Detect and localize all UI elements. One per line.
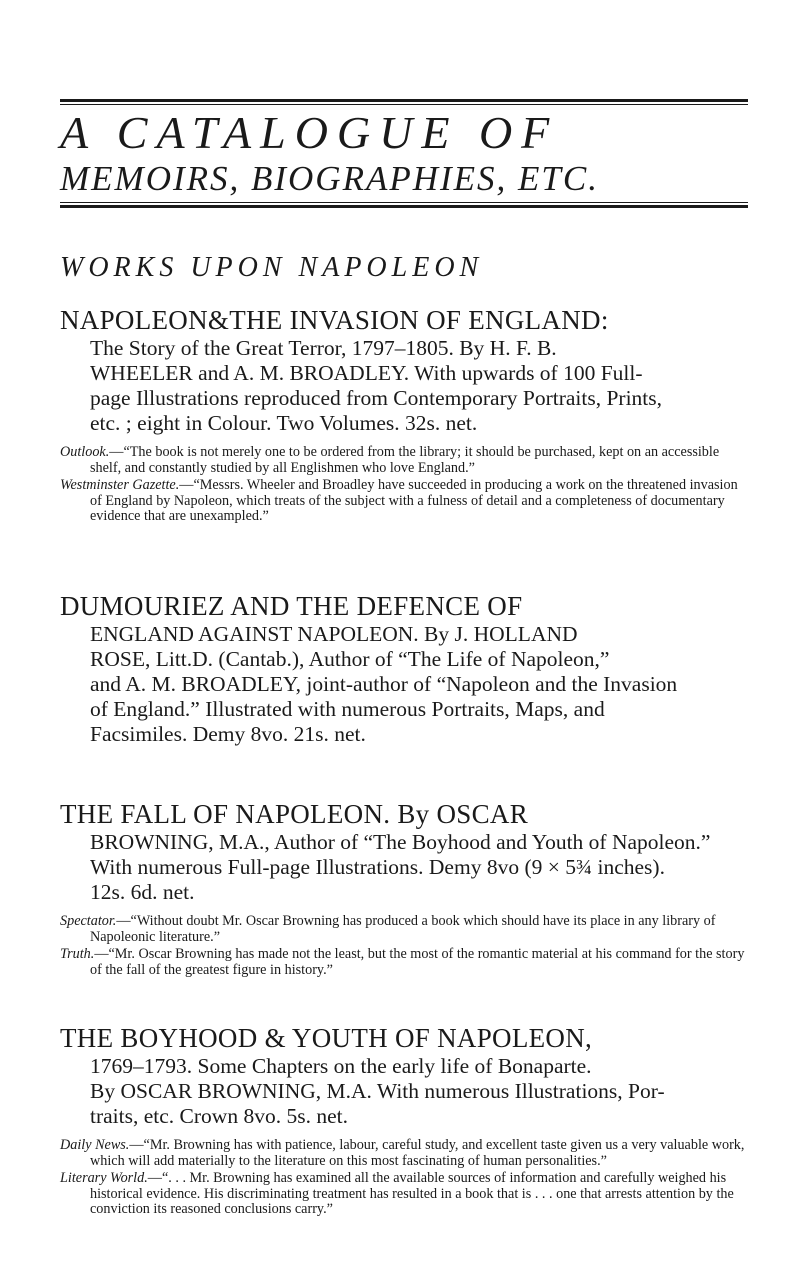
desc-line: ENGLAND AGAINST NAPOLEON. By J. HOLLAND <box>90 622 578 646</box>
entry-title: DUMOURIEZ AND THE DEFENCE OF <box>60 591 523 621</box>
top-rule-thin <box>60 104 748 105</box>
desc-line: The Story of the Great Terror, 1797–1805. By H. F. B. <box>90 336 557 360</box>
review-source: Outlook. <box>60 444 110 460</box>
entry-description <box>90 336 748 436</box>
review <box>60 444 748 476</box>
review <box>60 1137 748 1169</box>
catalogue-entry <box>60 591 748 747</box>
entry-title: THE FALL OF NAPOLEON. By OSCAR <box>60 799 529 829</box>
entry-title: THE BOYHOOD & YOUTH OF NAPOLEON, <box>60 1023 593 1053</box>
review <box>60 946 748 978</box>
desc-line: 1769–1793. Some Chapters on the early life of Bonaparte. <box>90 1054 592 1078</box>
desc-line: page Illustrations reproduced from Contemporary Portraits, Prints, <box>90 386 663 410</box>
review <box>60 1170 748 1218</box>
desc-line: Facsimiles. Demy 8vo. 21s. net. <box>90 722 366 746</box>
review-source: Truth. <box>60 946 95 962</box>
bottom-rule-thin <box>60 202 748 203</box>
top-rule-thick <box>60 99 748 102</box>
review <box>60 477 748 525</box>
review-text: —“Without doubt Mr. Oscar Browning has produced a book which should have its place in any library of Napoleonic literature.” <box>90 913 716 945</box>
bottom-rule-thick <box>60 205 748 208</box>
entry-description <box>90 622 748 747</box>
desc-line: etc. ; eight in Colour. Two Volumes. 32s. net. <box>90 411 478 435</box>
section-heading: WORKS UPON NAPOLEON <box>60 252 484 283</box>
entry-description <box>90 830 748 905</box>
page-title-line1: A CATALOGUE OF <box>60 107 559 158</box>
page-title-line2: MEMOIRS, BIOGRAPHIES, ETC. <box>60 159 599 198</box>
review-text: —“Messrs. Wheeler and Broadley have succeeded in producing a work on the threatened invasion of England by Napoleon, which treats of the subject with a fulness of detail and a completeness of documentary evidence that are unexampled.” <box>90 477 738 524</box>
desc-line: BROWNING, M.A., Author of “The Boyhood and Youth of Napoleon.” <box>90 830 711 854</box>
catalogue-entry <box>60 1023 748 1218</box>
review <box>60 913 748 945</box>
desc-line: WHEELER and A. M. BROADLEY. With upwards of 100 Full- <box>90 361 643 385</box>
review-text: —“. . . Mr. Browning has examined all the available sources of information and carefully weighed his historical evidence. His discriminating treatment has resulted in a book that is . . . one that arrests attention by the conviction its reasoned conclusions carry.” <box>90 1170 734 1217</box>
review-source: Westminster Gazette. <box>60 477 180 493</box>
review-text: —“The book is not merely one to be ordered from the library; it should be purchased, kept on an accessible shelf, and constantly studied by all Englishmen who love England.” <box>90 444 720 476</box>
desc-line: With numerous Full-page Illustrations. Demy 8vo (9 × 5¾ inches). <box>90 855 665 879</box>
review-source: Daily News. <box>60 1137 130 1153</box>
catalogue-entry <box>60 799 748 978</box>
desc-line: and A. M. BROADLEY, joint-author of “Napoleon and the Invasion <box>90 672 678 696</box>
entry-title: NAPOLEON&THE INVASION OF ENGLAND: <box>60 305 609 335</box>
entry-description <box>90 1054 748 1129</box>
desc-line: 12s. 6d. net. <box>90 880 195 904</box>
review-text: —“Mr. Oscar Browning has made not the least, but the most of the romantic material at his command for the story of the fall of the greatest figure in history.” <box>90 946 745 978</box>
review-text: —“Mr. Browning has with patience, labour, careful study, and excellent taste given us a very valuable work, which will add materially to the literature on this most fascinating of human personalities.” <box>90 1137 745 1169</box>
review-source: Spectator. <box>60 913 117 929</box>
desc-line: traits, etc. Crown 8vo. 5s. net. <box>90 1104 348 1128</box>
desc-line: By OSCAR BROWNING, M.A. With numerous Illustrations, Por- <box>90 1079 665 1103</box>
review-source: Literary World. <box>60 1170 148 1186</box>
desc-line: of England.” Illustrated with numerous Portraits, Maps, and <box>90 697 605 721</box>
desc-line: ROSE, Litt.D. (Cantab.), Author of “The Life of Napoleon,” <box>90 647 610 671</box>
catalogue-entry <box>60 305 748 525</box>
